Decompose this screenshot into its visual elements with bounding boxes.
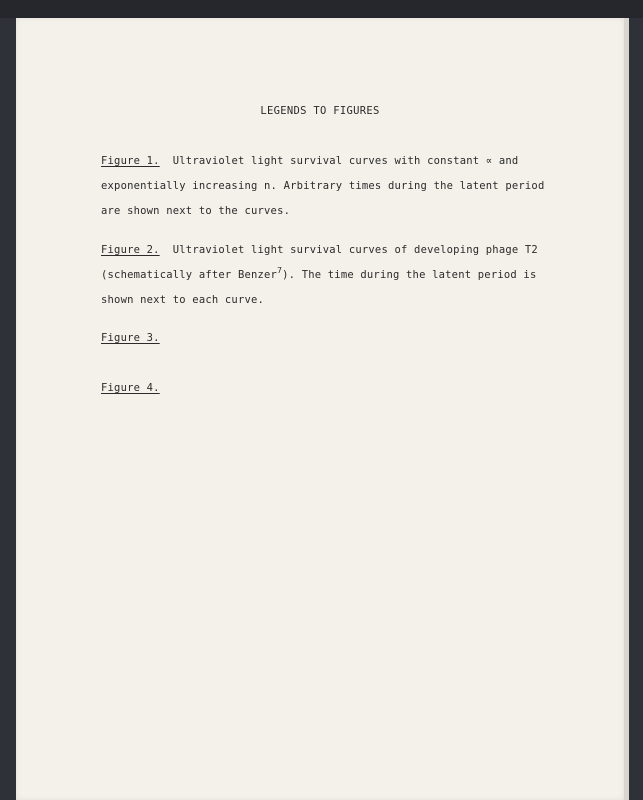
figure-2-text-before: Ultraviolet light survival curves of developing phage T2 (schematically after Benzer: [101, 244, 538, 281]
document-page: [16, 18, 624, 800]
figure-2-reference: 7: [277, 266, 283, 275]
figure-2-label: Figure 2.: [101, 244, 160, 256]
legend-figure-2: [101, 238, 561, 313]
scan-top-strip: [0, 0, 643, 18]
figure-1-text: Ultraviolet light survival curves with constant ∝ and exponentially increasing n. Arbitrary times during the latent period are shown next to the curves.: [101, 155, 545, 217]
legend-figure-3: [101, 326, 561, 351]
figure-4-label: Figure 4.: [101, 382, 160, 394]
figure-1-label: Figure 1.: [101, 155, 160, 167]
figure-3-label: Figure 3.: [101, 332, 160, 344]
page-title: LEGENDS TO FIGURES: [260, 105, 380, 117]
page-edge: [624, 18, 629, 800]
figure-2-text-after: ). The time during the latent period is shown next to each curve.: [101, 269, 537, 306]
legend-figure-4: [101, 376, 561, 401]
legend-figure-1: [101, 149, 561, 224]
